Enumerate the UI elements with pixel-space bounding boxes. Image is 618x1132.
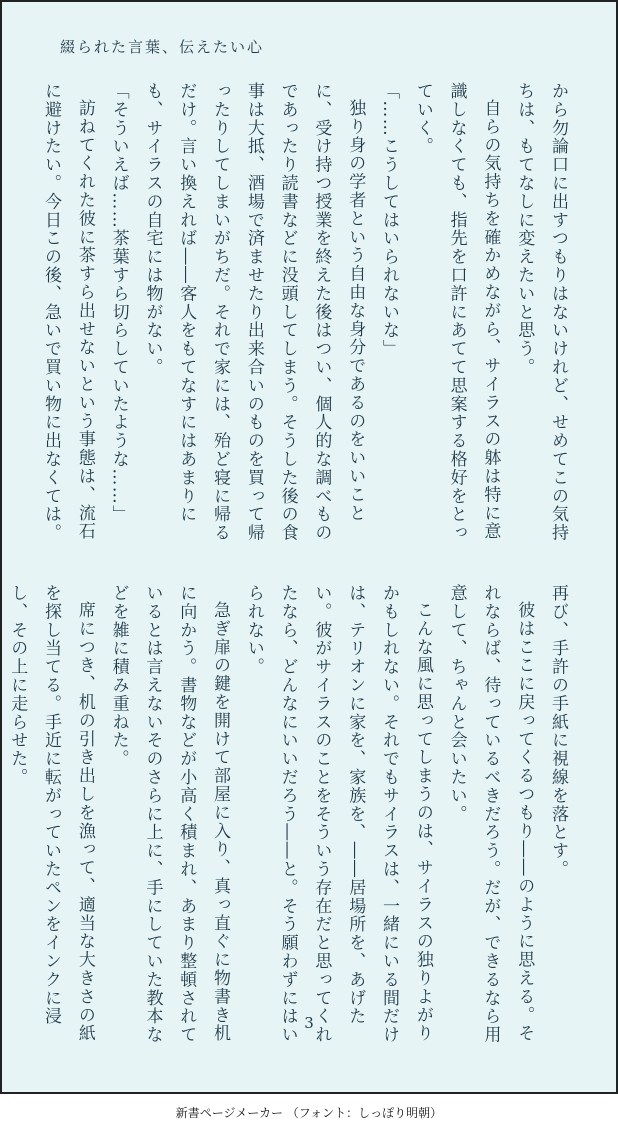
paragraph: 彼はここに戻ってくるつもり――のように思える。それならば、待っているべきだろう。だが、できるなら用意して、ちゃんと会いたい。: [446, 584, 535, 1044]
paragraph: こんな風に思ってしまうのは、サイラスの独りよがりかもしれない。それでもサイラスは、一緒にいる間だけは、テリオンに家を、家族を、――居場所を、あげたい。彼がサイラスのことをそういう存在だと思ってくれたなら、どんなにいいだろう――と。そう願わずにはいられない。: [243, 584, 433, 1044]
dialogue-line: 「そういえば……茶葉すら切らしていたような……」: [108, 82, 129, 524]
paragraph: 再び、手許の手紙に視線を落とす。: [548, 584, 568, 879]
lower-text-block: [7, 584, 574, 1054]
dialogue-line: 「……こうしてはいられないな」: [379, 82, 400, 358]
paragraph: 席につき、机の引き出しを漁って、適当な大きさの紙を探し当てる。手近に転がっていたペンをインクに浸し、その上に走らせた。: [7, 584, 95, 1043]
running-head: 綴られた言葉、伝えたい心: [60, 38, 265, 56]
page-number: 3: [304, 1014, 314, 1032]
paragraph: 自らの気持ちを確かめながら、サイラスの躰は特に意識しなくても、指先を口許にあてて思案する格好をとっていく。: [412, 82, 501, 542]
paragraph: 独り身の学者という自由な身分であるのをいいことに、受け持つ授業を終えた後はつい、個人的な調べものであったり読書などに没頭してしまう。そうした後の食事は大抵、酒場で済ませたり出来合いのものを買って帰ったりしてしまいがちだ。それで家には、殆ど寝に帰るだけ。言い換えれば――客人をもてなすにはあまりにも、サイラスの自宅には物がない。: [142, 82, 366, 542]
footer-credit: 新書ページメーカー （フォント：しっぽり明朝）: [175, 1106, 443, 1120]
paragraph: から勿論口に出すつもりはないけれど、せめてこの気持ちは、もてなしに変えたいと思う。: [514, 82, 568, 542]
paragraph: 訪ねてくれた彼に茶すら出せないという事態は、流石に避けたい。今日この後、急いで買い物に出なくては。: [41, 82, 95, 542]
paragraph: 急ぎ扉の鍵を開けて部屋に入り、真っ直ぐに物書き机に向かう。書物などが小高く積まれ、あまり整頓されているとは言えないそのさらに上に、手にしていた教本などを雑に積み重ねた。: [108, 584, 231, 1044]
upper-text-block: [41, 82, 574, 552]
